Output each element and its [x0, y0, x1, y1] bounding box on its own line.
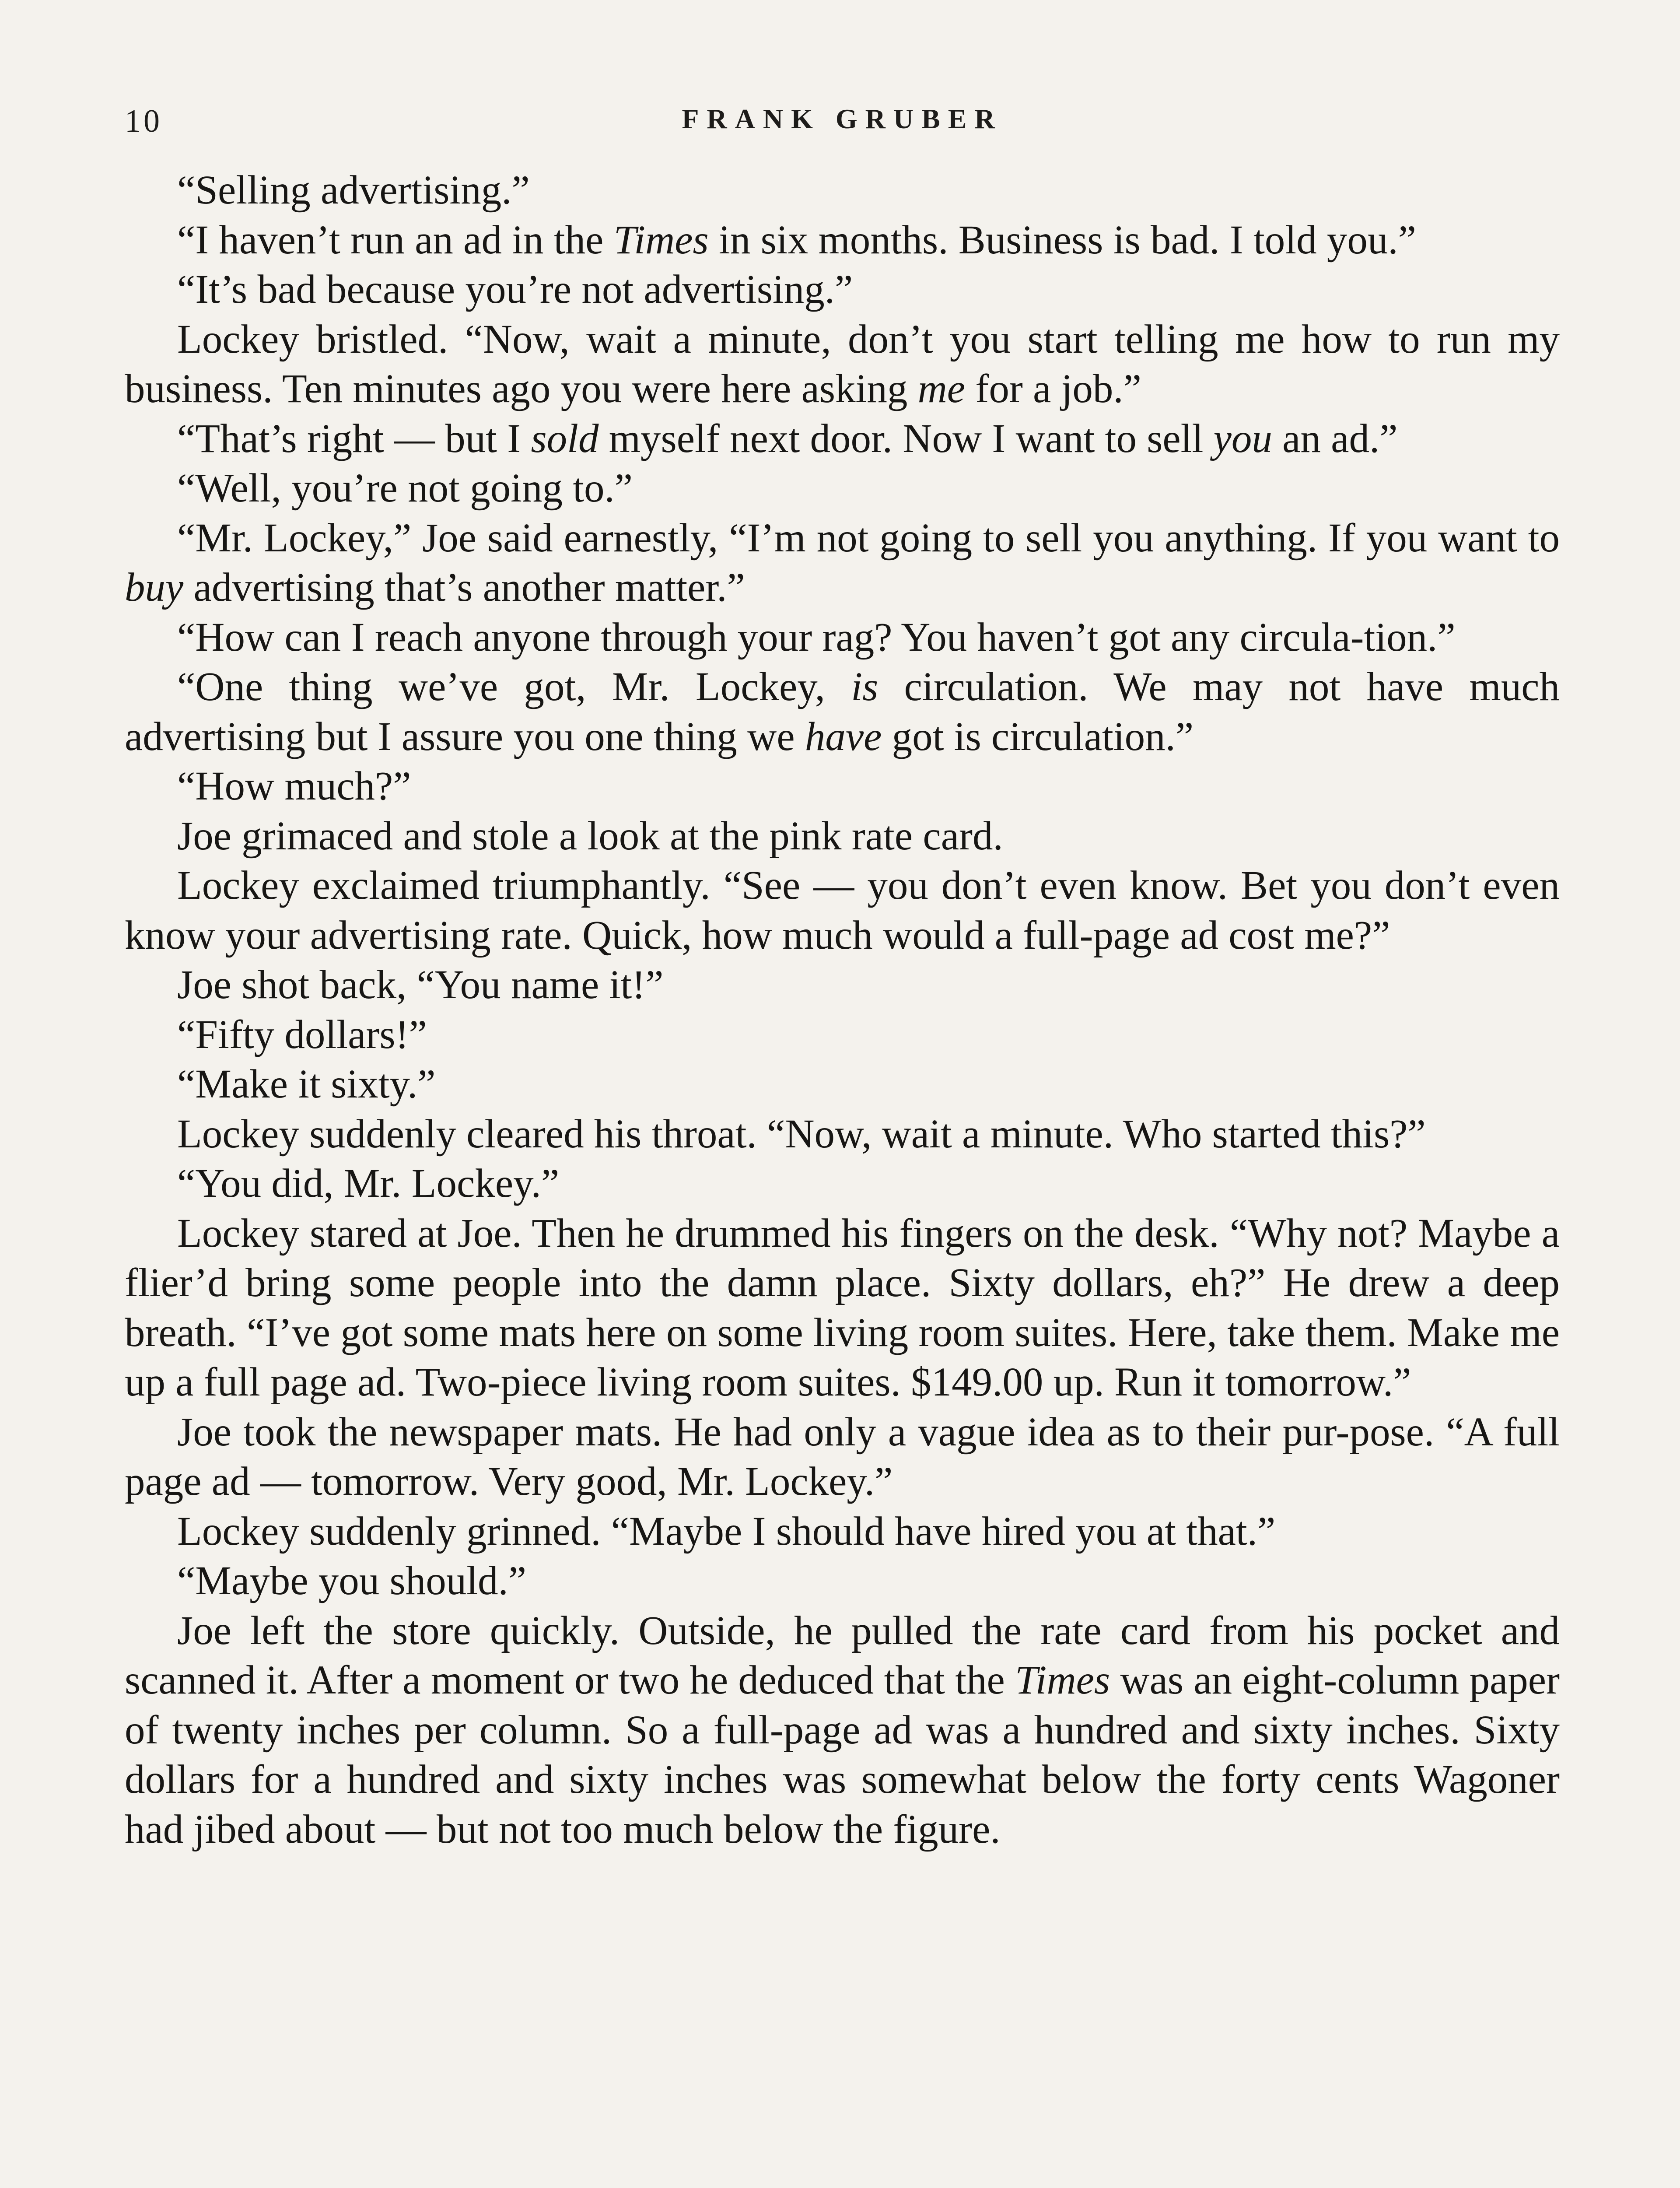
text-run: in six months. Business is bad. I told you.”: [708, 217, 1416, 263]
text-run: Joe took the newspaper mats. He had only a vague idea as to their pur-pose. “A full page ad — tomorrow. Very good, Mr. Lockey.”: [125, 1409, 1560, 1504]
text-run: Lockey exclaimed triumphantly. “See — you don’t even know. Bet you don’t even know your advertising rate. Quick, how much would a full-page ad cost me?”: [125, 863, 1560, 958]
paragraph: [125, 1010, 1560, 1060]
paragraph: [125, 463, 1560, 513]
italic-text: Times: [1015, 1658, 1110, 1703]
paragraph: [125, 613, 1560, 663]
text-run: circulation. We may not have much advertising but I assure you one thing we: [125, 664, 1560, 759]
paragraph: [125, 761, 1560, 811]
running-title: FRANK GRUBER: [682, 103, 1003, 134]
paragraph: [125, 1507, 1560, 1557]
text-run: got is circulation.”: [882, 714, 1194, 759]
text-run: “You did, Mr. Lockey.”: [177, 1161, 560, 1206]
text-run: “How can I reach anyone through your rag? You haven’t got any circula-tion.”: [177, 614, 1456, 660]
text-run: Lockey stared at Joe. Then he drummed his fingers on the desk. “Why not? Maybe a flier’d bring some people into the damn place. Sixty dollars, eh?” He drew a deep breath. “I’ve got some mats here on some living room suites. Here, take them. Make me up a full page ad. Two-piece living room suites. $149.00 up. Run it tomorrow.”: [125, 1210, 1560, 1405]
text-run: “Make it sixty.”: [177, 1062, 436, 1107]
paragraph: [125, 861, 1560, 960]
italic-text: is: [851, 664, 878, 709]
paragraph: [125, 662, 1560, 761]
italic-text: sold: [531, 416, 599, 461]
paragraph: [125, 1407, 1560, 1507]
paragraph: [125, 215, 1560, 265]
text-run: “It’s bad because you’re not advertising.”: [177, 267, 853, 312]
paragraph: [125, 960, 1560, 1010]
text-run: “How much?”: [177, 764, 411, 809]
body-text: [125, 165, 1560, 1854]
italic-text: buy: [125, 565, 184, 610]
paragraph: [125, 165, 1560, 215]
text-run: myself next door. Now I want to sell: [598, 416, 1214, 461]
text-run: Lockey suddenly grinned. “Maybe I should have hired you at that.”: [177, 1508, 1276, 1554]
running-head: [125, 103, 1560, 155]
paragraph: [125, 1059, 1560, 1109]
page-number: 10: [125, 103, 162, 139]
text-run: “Maybe you should.”: [177, 1558, 527, 1603]
italic-text: me: [917, 366, 966, 411]
paragraph: [125, 315, 1560, 414]
text-run: advertising that’s another matter.”: [183, 565, 745, 610]
paragraph: [125, 1209, 1560, 1407]
text-run: “One thing we’ve got, Mr. Lockey,: [177, 664, 851, 709]
text-run: an ad.”: [1272, 416, 1398, 461]
paragraph: [125, 1159, 1560, 1209]
text-run: Lockey bristled. “Now, wait a minute, don’t you start telling me how to run my business. Ten minutes ago you were here asking: [125, 316, 1560, 411]
text-run: “That’s right — but I: [177, 416, 531, 461]
paragraph: [125, 513, 1560, 613]
text-run: “Well, you’re not going to.”: [177, 466, 633, 511]
text-run: Joe grimaced and stole a look at the pink rate card.: [177, 813, 1003, 859]
text-run: Joe left the store quickly. Outside, he pulled the rate card from his pocket and scanned it. After a moment or two he deduced that the: [125, 1608, 1560, 1703]
italic-text: Times: [613, 217, 709, 263]
paragraph: [125, 1606, 1560, 1855]
text-run: “I haven’t run an ad in the: [177, 217, 614, 263]
italic-text: you: [1213, 416, 1272, 461]
paragraph: [125, 414, 1560, 464]
text-run: “Fifty dollars!”: [177, 1012, 427, 1057]
text-run: “Mr. Lockey,” Joe said earnestly, “I’m not going to sell you anything. If you want to: [177, 515, 1560, 561]
text-run: “Selling advertising.”: [177, 168, 530, 213]
paragraph: [125, 265, 1560, 315]
text-run: for a job.”: [965, 366, 1141, 411]
text-run: was an eight-column paper of twenty inches per column. So a full-page ad was a hundred and sixty inches. Sixty dollars for a hundred and sixty inches was somewhat below the forty cents Wagoner had jibed about — but not too much below the figure.: [125, 1658, 1560, 1852]
paragraph: [125, 1556, 1560, 1606]
italic-text: have: [805, 714, 882, 759]
paragraph: [125, 1109, 1560, 1159]
text-run: Joe shot back, “You name it!”: [177, 962, 664, 1007]
paragraph: [125, 811, 1560, 861]
text-run: Lockey suddenly cleared his throat. “Now, wait a minute. Who started this?”: [177, 1111, 1426, 1157]
